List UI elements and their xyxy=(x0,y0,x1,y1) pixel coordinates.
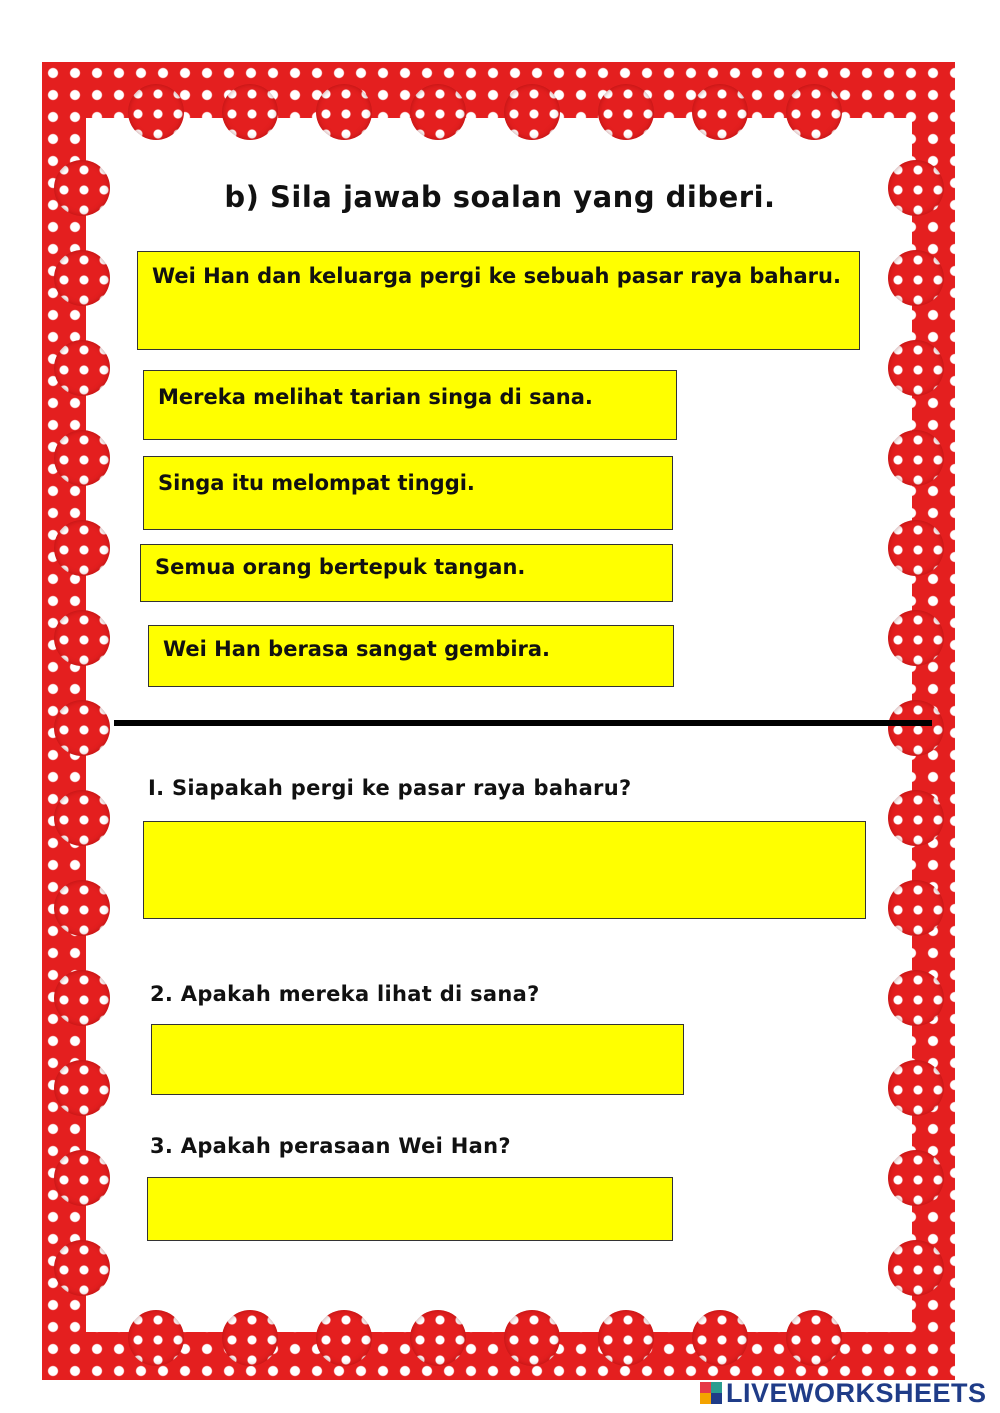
scallop-bump xyxy=(54,250,110,306)
story-sentence-1: Wei Han dan keluarga pergi ke sebuah pasar raya baharu. xyxy=(137,251,860,350)
scallop-bump xyxy=(54,1150,110,1206)
scallop-bump xyxy=(504,84,560,140)
scallop-bump xyxy=(888,250,944,306)
scallop-bump xyxy=(598,1310,654,1366)
scallop-bump xyxy=(54,790,110,846)
story-sentence-5: Wei Han berasa sangat gembira. xyxy=(148,625,674,687)
scallop-bump xyxy=(410,1310,466,1366)
scallop-bump xyxy=(888,1060,944,1116)
scallop-bump xyxy=(316,1310,372,1366)
scallop-bump xyxy=(888,880,944,936)
scallop-bump xyxy=(54,520,110,576)
scallop-bump xyxy=(786,1310,842,1366)
scallop-bump xyxy=(410,84,466,140)
scallop-bump xyxy=(888,970,944,1026)
scallop-bump xyxy=(54,430,110,486)
story-sentence-2: Mereka melihat tarian singa di sana. xyxy=(143,370,677,440)
scallop-bump xyxy=(128,1310,184,1366)
scallop-bump xyxy=(128,84,184,140)
scallop-bump xyxy=(888,1240,944,1296)
scallop-bump xyxy=(316,84,372,140)
scallop-bump xyxy=(504,1310,560,1366)
scallop-bump xyxy=(54,340,110,396)
story-sentence-3: Singa itu melompat tinggi. xyxy=(143,456,673,530)
answer-field-2[interactable] xyxy=(151,1024,684,1095)
question-2: 2. Apakah mereka lihat di sana? xyxy=(150,982,540,1006)
scallop-bump xyxy=(54,970,110,1026)
scallop-bump xyxy=(54,700,110,756)
answer-field-3[interactable] xyxy=(147,1177,673,1241)
liveworksheets-logo[interactable] xyxy=(700,1378,987,1408)
logo-blocks-icon xyxy=(700,1382,722,1404)
scallop-bump xyxy=(54,160,110,216)
scallop-bump xyxy=(888,340,944,396)
story-sentence-4: Semua orang bertepuk tangan. xyxy=(140,544,673,602)
worksheet-title: b) Sila jawab soalan yang diberi. xyxy=(224,180,776,214)
scallop-bump xyxy=(888,610,944,666)
brand-name: LIVEWORKSHEETS xyxy=(726,1377,987,1408)
scallop-bump xyxy=(598,84,654,140)
scallop-bump xyxy=(888,160,944,216)
scallop-bump xyxy=(888,790,944,846)
question-3: 3. Apakah perasaan Wei Han? xyxy=(150,1134,511,1158)
scallop-bump xyxy=(222,1310,278,1366)
scallop-bump xyxy=(222,84,278,140)
scallop-bump xyxy=(692,1310,748,1366)
scallop-bump xyxy=(54,880,110,936)
answer-field-1[interactable] xyxy=(143,821,866,919)
scallop-bump xyxy=(54,1060,110,1116)
scallop-bump xyxy=(888,520,944,576)
scallop-bump xyxy=(888,1150,944,1206)
question-1: I. Siapakah pergi ke pasar raya baharu? xyxy=(148,776,632,800)
scallop-bump xyxy=(786,84,842,140)
section-divider xyxy=(114,720,932,726)
scallop-bump xyxy=(54,1240,110,1296)
scallop-bump xyxy=(888,700,944,756)
scallop-bump xyxy=(888,430,944,486)
scallop-bump xyxy=(692,84,748,140)
scallop-bump xyxy=(54,610,110,666)
